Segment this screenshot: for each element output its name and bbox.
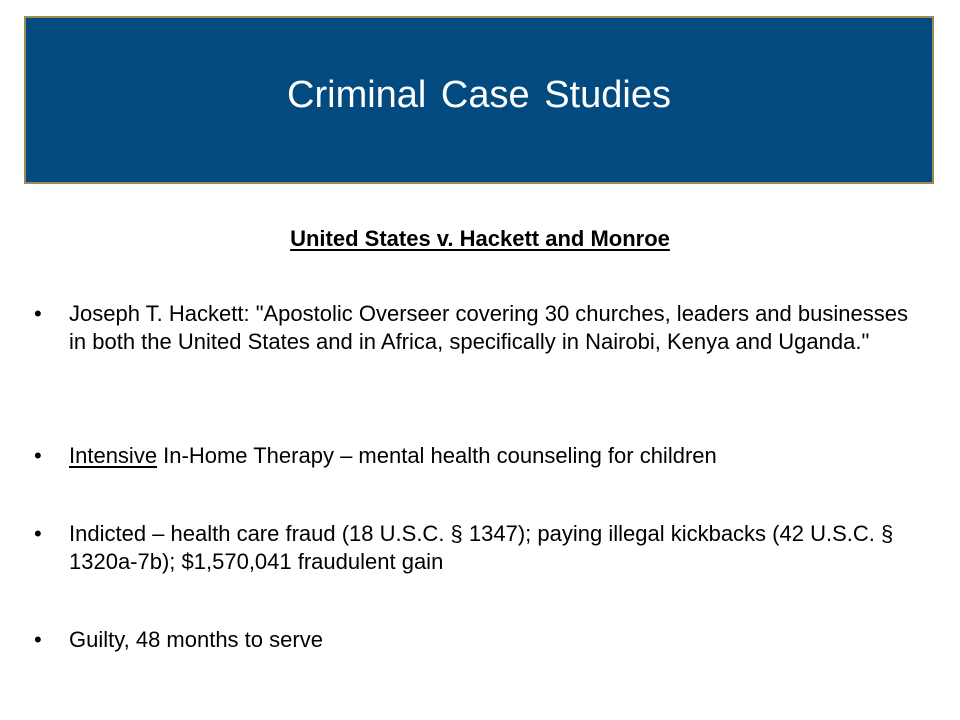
bullet-marker: • xyxy=(34,627,42,652)
bullet-text: Guilty, 48 months to serve xyxy=(69,627,323,652)
bullet-marker: • xyxy=(34,521,42,546)
slide-title: Criminal Case Studies xyxy=(287,73,671,116)
case-subtitle: United States v. Hackett and Monroe xyxy=(290,226,670,251)
underlined-term: Intensive xyxy=(69,443,158,468)
bullet-text xyxy=(69,442,909,470)
bullet-text: Joseph T. Hackett: "Apostolic Overseer covering 30 churches, leaders and businesses in both the United States and in Africa, specifically in Nairobi, Kenya and Uganda." xyxy=(69,301,908,354)
bullet-marker: • xyxy=(34,443,42,468)
bullet-marker: • xyxy=(34,301,42,326)
bullet-text-rest: In-Home Therapy – mental health counseling for children xyxy=(157,443,717,468)
bullet-text: Indicted – health care fraud (18 U.S.C. § 1347); paying illegal kickbacks (42 U.S.C. § 1320a-7b); $1,570,041 fraudulent gain xyxy=(69,521,894,574)
title-banner xyxy=(24,16,934,184)
